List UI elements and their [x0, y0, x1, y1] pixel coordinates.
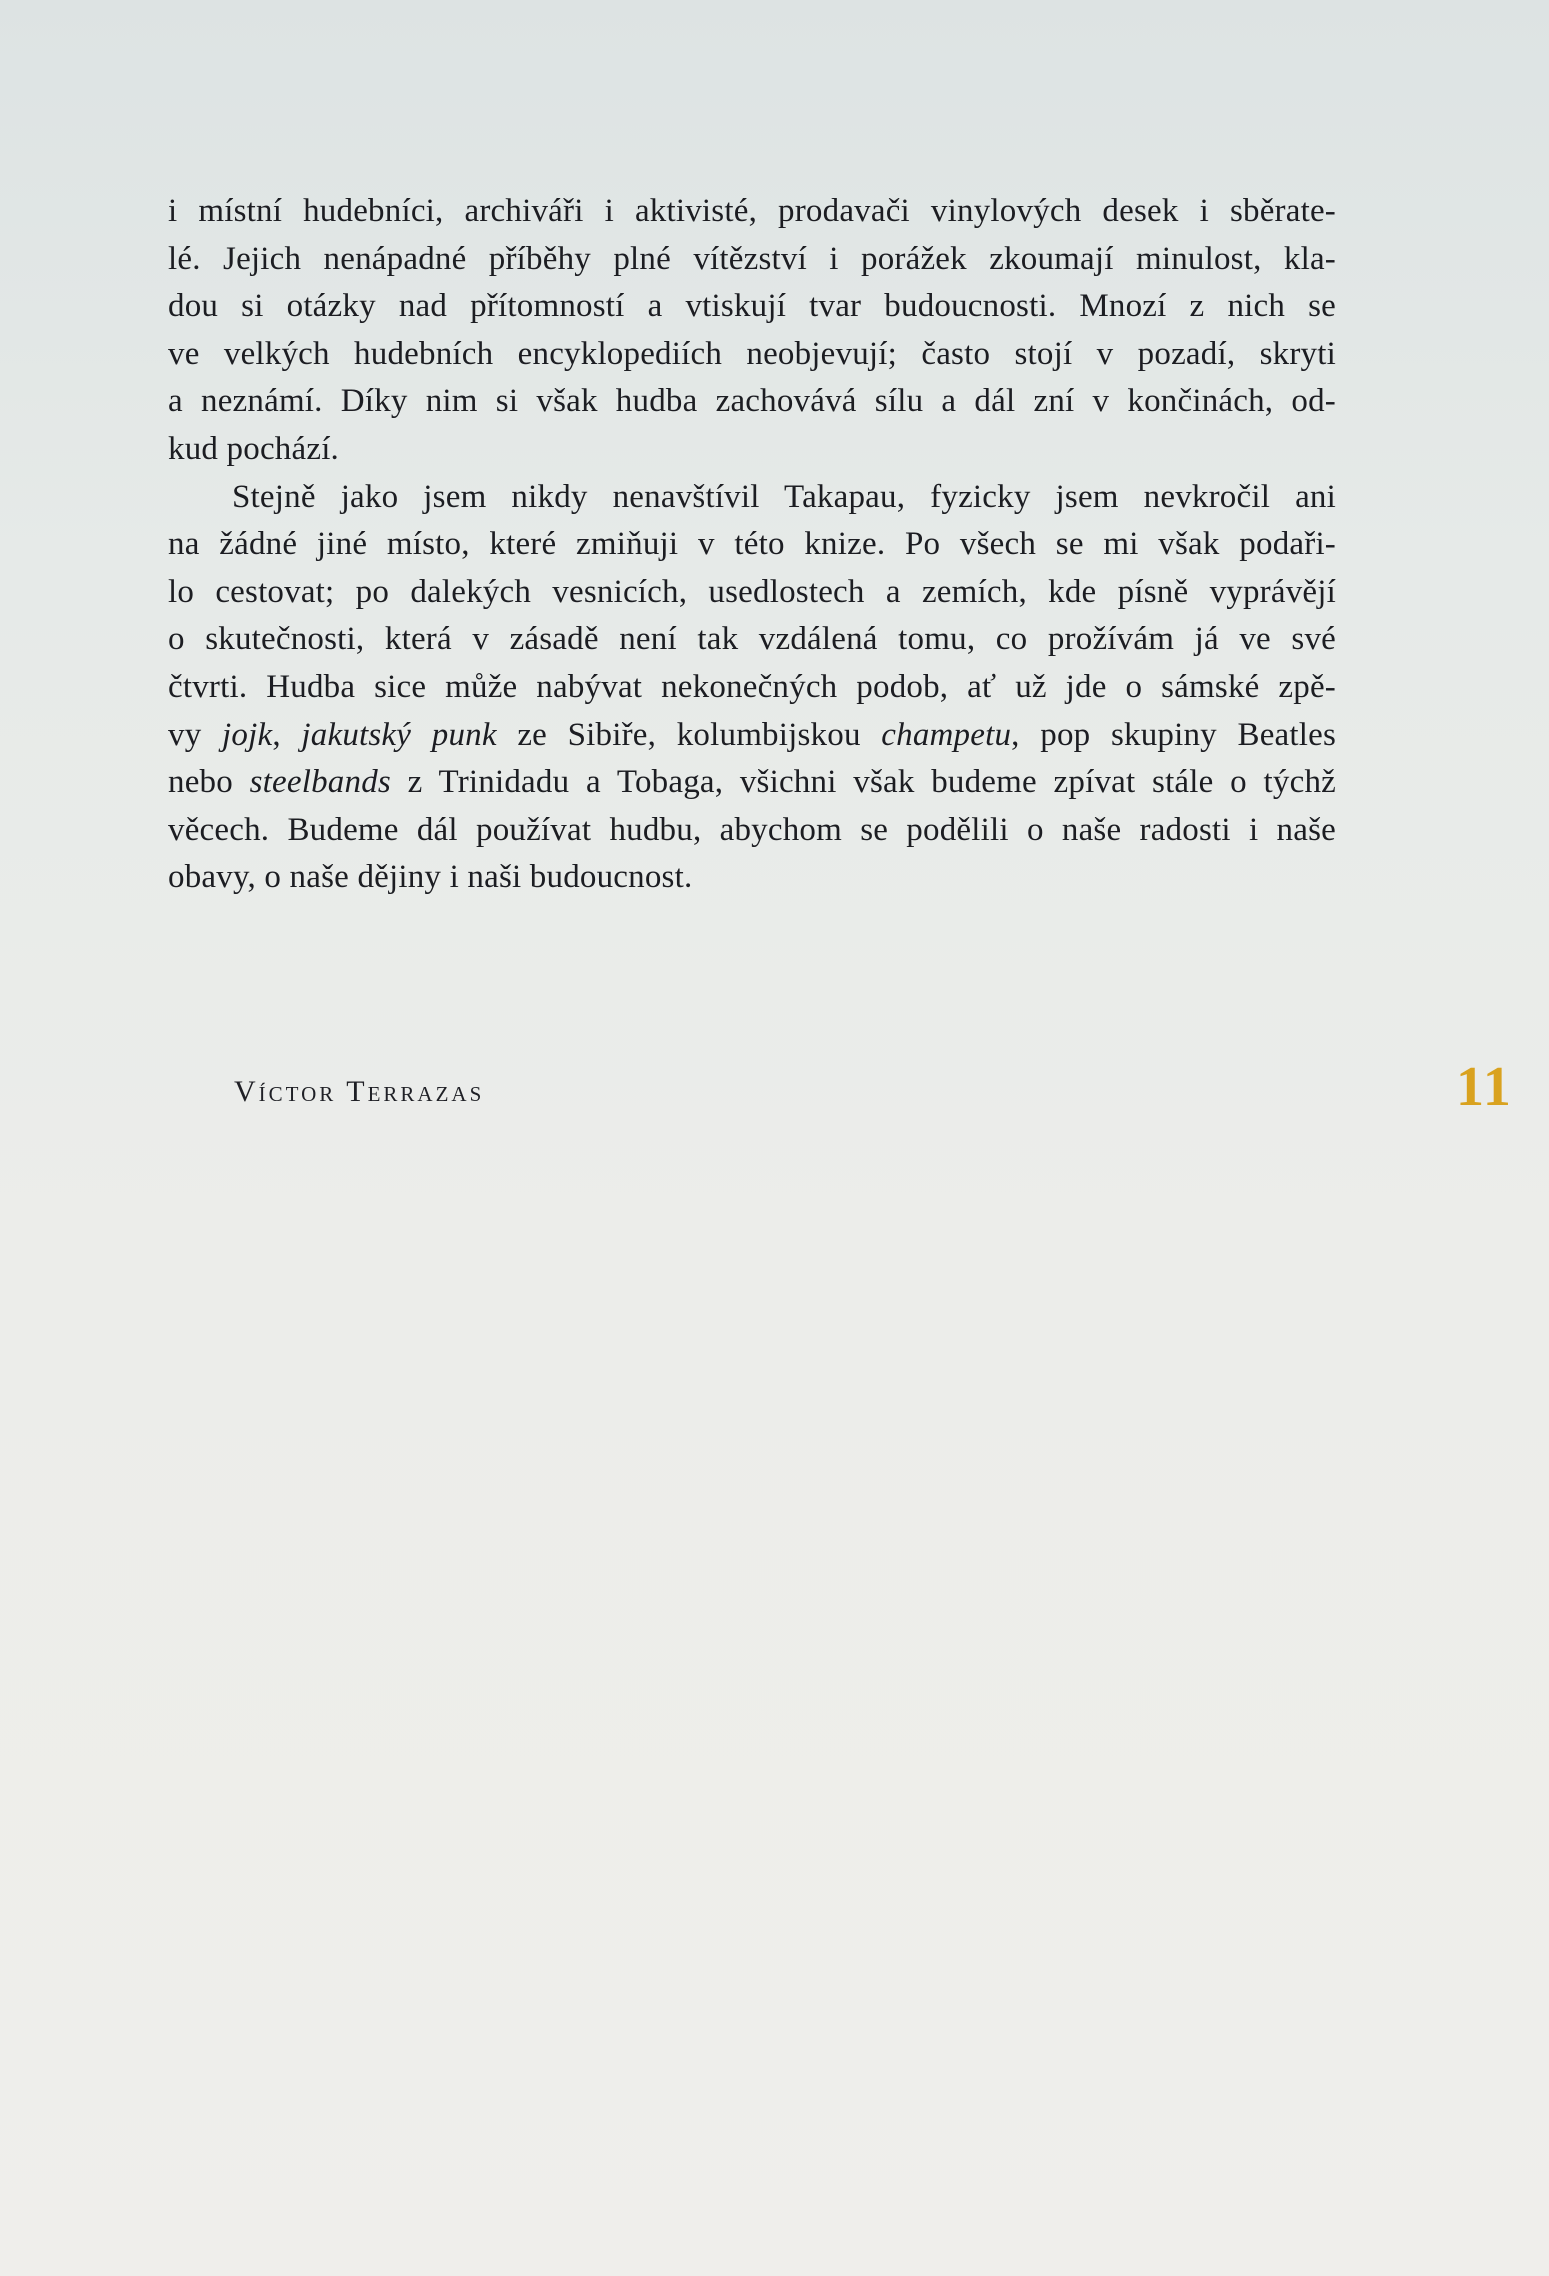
text-run: vy: [168, 716, 223, 753]
text-line: dou si otázky nad přítomností a vtiskují tvar budoucnosti. Mnozí z nich se: [168, 288, 1336, 325]
body-text: [168, 188, 1336, 902]
text-line: kud pochází.: [168, 430, 340, 467]
text-line: ve velkých hudebních encyklopediích neobjevují; často stojí v pozadí, skryti: [168, 335, 1336, 372]
text-line: i místní hudebníci, archiváři i aktivisté, prodavači vinylových desek i sběrate-: [168, 193, 1336, 229]
text-run: z Trinidadu a Tobaga, všichni však budeme zpívat stále o týchž: [390, 764, 1336, 801]
text-line: lo cestovat; po dalekých vesnicích, usedlostech a zemích, kde písně vyprávějí: [168, 573, 1336, 610]
text-line: věcech. Budeme dál používat hudbu, abychom se podělili o naše radosti i naše: [168, 811, 1336, 848]
text-line: Stejně jako jsem nikdy nenavštívil Takapau, fyzicky jsem nevkročil ani: [232, 478, 1336, 515]
paragraph-1: [168, 188, 1336, 474]
text-line: čtvrti. Hudba sice může nabývat nekonečných podob, ať už jde o sámské zpě-: [168, 668, 1336, 705]
italic-term: jakutský punk: [301, 716, 497, 753]
text-line: na žádné jiné místo, které zmiňuji v této knize. Po všech se mi však podaři-: [168, 526, 1336, 563]
text-line: a neznámí. Díky nim si však hudba zachovává sílu a dál zní v končinách, od-: [168, 383, 1336, 420]
text-run: ,: [272, 716, 302, 753]
text-run: , pop skupiny Beatles: [1011, 716, 1337, 753]
text-line: lé. Jejich nenápadné příběhy plné vítězství i porážek zkoumají minulost, kla-: [168, 240, 1336, 277]
text-line: [168, 712, 1336, 760]
paragraph-2: [168, 474, 1336, 902]
page-number: 11: [1456, 1056, 1513, 1118]
author-name: Víctor Terrazas: [234, 1075, 485, 1108]
text-run: nebo: [168, 764, 250, 801]
italic-term: jojk: [222, 716, 273, 753]
text-run: ze Sibiře, kolumbijskou: [496, 716, 882, 753]
italic-term: champetu: [881, 716, 1012, 753]
text-line: obavy, o naše dějiny i naši budoucnost.: [168, 859, 693, 896]
text-line: o skutečnosti, která v zásadě není tak vzdálená tomu, co prožívám já ve své: [168, 621, 1336, 658]
text-line: [168, 759, 1336, 807]
italic-term: steelbands: [249, 764, 391, 801]
